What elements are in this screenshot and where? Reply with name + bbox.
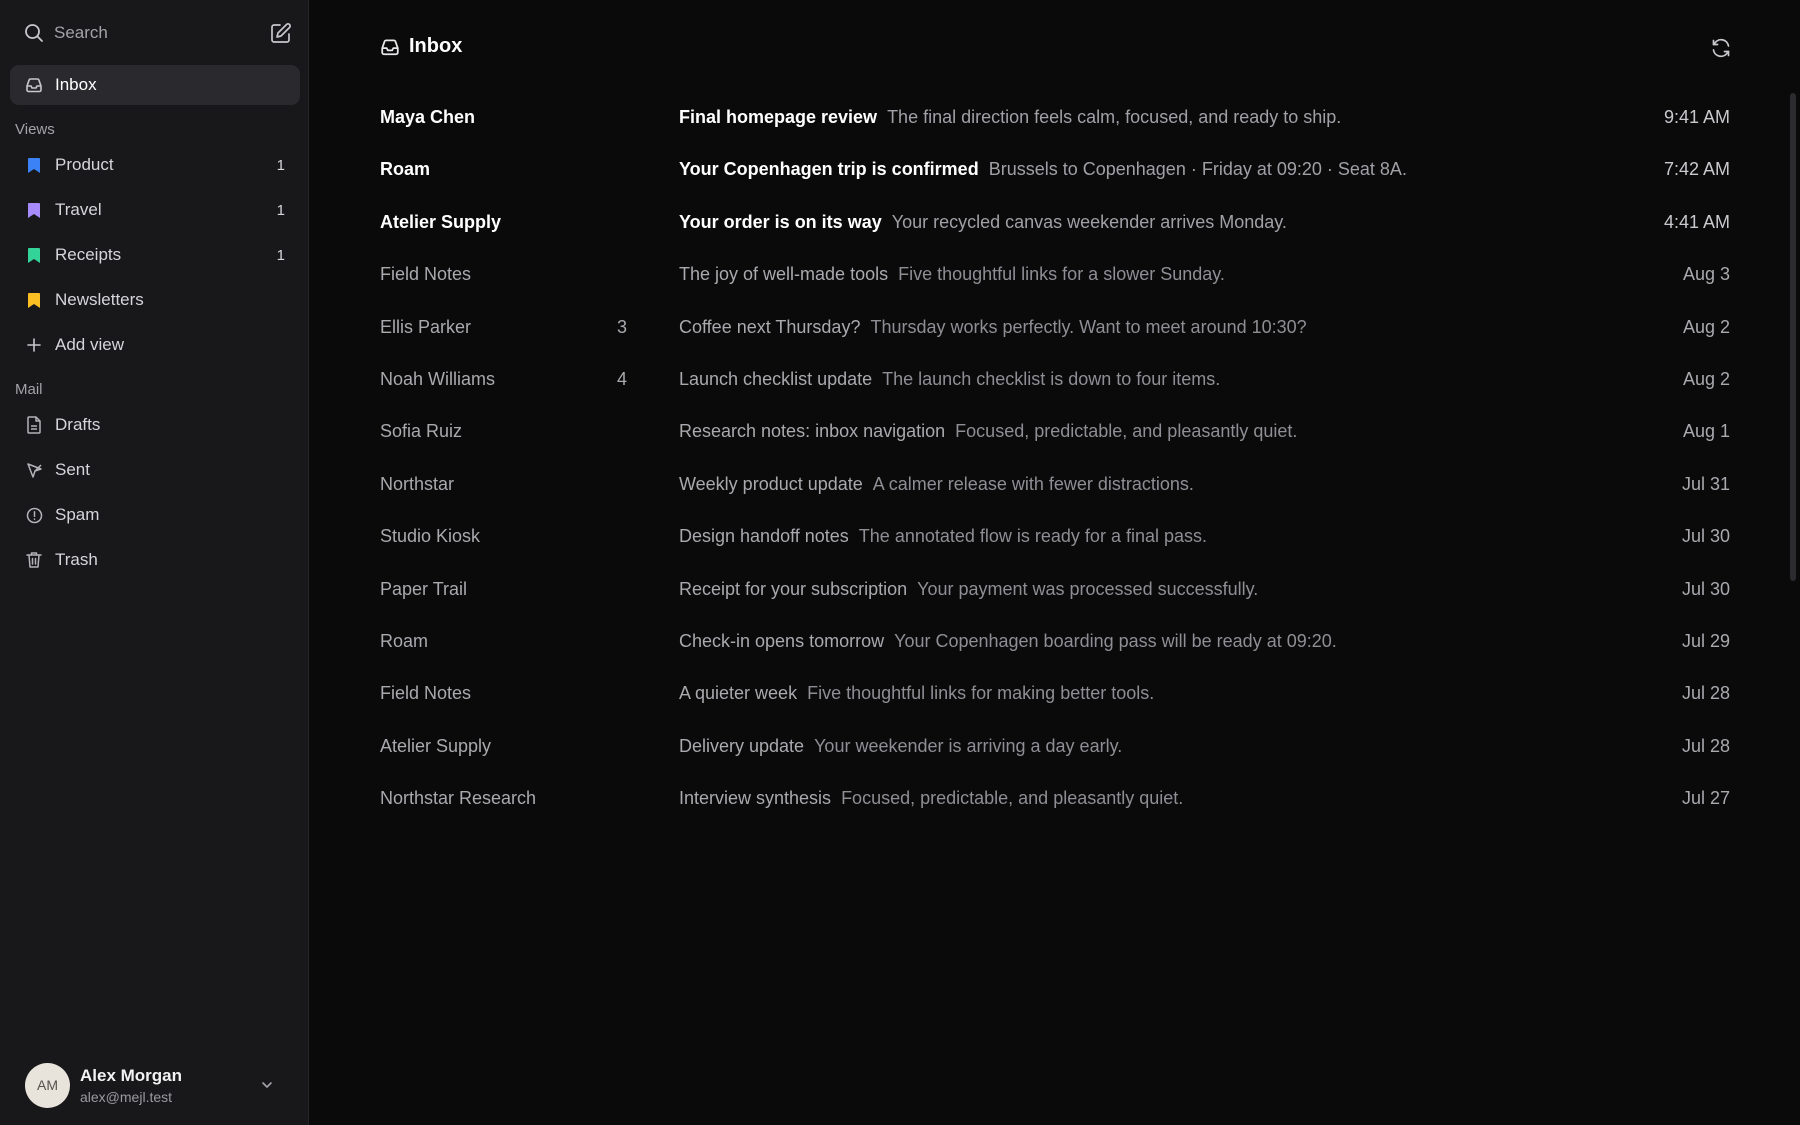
email-sender: Paper Trail [380,578,468,599]
email-date: Jul 27 [1681,788,1730,809]
thread-count: 3 [616,316,627,337]
email-sender: Field Notes [380,264,472,285]
email-subject: A quieter week [679,683,798,704]
email-subject: Final homepage review [679,107,878,127]
email-sender: Noah Williams [380,369,496,389]
email-subject: Your order is on its way [679,211,882,232]
sidebar-item-spam[interactable] [10,495,300,535]
inbox-icon [25,76,43,94]
email-date: Jul 31 [1681,473,1730,494]
bookmark-icon [25,291,43,309]
email-date: 9:41 AM [1663,107,1730,127]
email-subject: Design handoff notes [679,526,849,547]
email-row[interactable] [309,197,1800,249]
email-preview: Your recycled canvas weekender arrives Monday. [891,211,1287,232]
email-date: Jul 28 [1681,683,1730,704]
email-sender: Roam [380,159,431,180]
sidebar [0,0,309,1125]
page-header [380,35,462,58]
email-row[interactable] [309,144,1800,196]
email-sender: Ellis Parker [380,316,472,337]
email-row[interactable] [309,668,1800,720]
email-subject: Delivery update [679,735,805,756]
sidebar-item-travel[interactable] [10,190,300,230]
email-preview: Brussels to Copenhagen · Friday at 09:20 · Seat 8A. [988,159,1407,180]
sidebar-item-label: Product [55,155,114,174]
email-subject: Check-in opens tomorrow [679,631,885,651]
email-sender: Maya Chen [380,107,476,127]
page-title: Inbox [409,35,463,57]
email-row[interactable] [309,564,1800,616]
email-subject: Receipt for your subscription [679,578,908,599]
email-date: Aug 3 [1682,264,1730,285]
sidebar-item-label: Drafts [55,415,101,434]
email-row[interactable] [309,721,1800,773]
email-subject: Launch checklist update [679,369,873,389]
sidebar-item-product[interactable] [10,145,300,185]
add-view-button[interactable] [10,325,300,365]
email-preview: Five thoughtful links for a slower Sunday. [898,264,1225,285]
email-date: Jul 30 [1681,526,1730,547]
sidebar-item-label: Travel [55,200,102,219]
sidebar-item-receipts[interactable] [10,235,300,275]
email-row[interactable] [309,354,1800,406]
user-email: alex@mejl.test [80,1088,173,1105]
email-sender: Atelier Supply [380,735,492,756]
email-subject: Research notes: inbox navigation [679,421,946,442]
email-row[interactable] [309,92,1800,144]
account-switcher[interactable] [25,1062,290,1108]
unread-count: 1 [276,201,285,219]
inbox-icon [380,37,400,57]
sidebar-item-label: Trash [55,550,98,569]
sidebar-item-label: Receipts [55,245,122,264]
compose-button[interactable] [270,22,292,44]
bookmark-icon [25,156,43,174]
email-preview: A calmer release with fewer distractions. [872,473,1194,494]
refresh-icon [1710,37,1732,59]
plus-icon [25,336,43,354]
email-date: Aug 2 [1682,316,1730,337]
mail-heading: Mail [15,381,43,398]
email-sender: Studio Kiosk [380,526,481,547]
email-preview: Focused, predictable, and pleasantly quiet. [841,788,1184,809]
email-sender: Field Notes [380,683,472,704]
email-date: Jul 28 [1681,735,1730,756]
email-date: Aug 2 [1682,369,1730,389]
inbox-panel [309,0,1800,1125]
email-row[interactable] [309,406,1800,458]
email-row[interactable] [309,773,1800,825]
email-preview: The final direction feels calm, focused, and ready to ship. [887,107,1342,127]
send-icon [25,461,43,479]
email-date: 7:42 AM [1663,159,1730,180]
search-button[interactable] [24,22,294,44]
email-preview: Focused, predictable, and pleasantly quiet. [955,421,1298,442]
email-preview: The launch checklist is down to four items. [882,369,1221,389]
chevron-down-icon [258,1076,276,1094]
email-date: Aug 1 [1682,421,1730,442]
search-label: Search [54,23,108,42]
scrollbar[interactable] [1790,93,1796,581]
email-subject: Weekly product update [679,473,863,494]
email-preview: Your weekender is arriving a day early. [814,735,1123,756]
sidebar-item-label: Add view [55,335,124,354]
email-row[interactable] [309,616,1800,668]
thread-count: 4 [616,369,627,389]
email-row[interactable] [309,302,1800,354]
email-sender: Atelier Supply [380,211,502,232]
email-date: Jul 30 [1681,578,1730,599]
email-subject: Your Copenhagen trip is confirmed [679,159,979,180]
sidebar-item-trash[interactable] [10,540,300,580]
email-preview: Five thoughtful links for making better tools. [807,683,1155,704]
email-sender: Northstar [380,473,455,494]
compose-icon [270,22,292,44]
email-preview: The annotated flow is ready for a final pass. [858,526,1207,547]
sidebar-item-newsletters[interactable] [10,280,300,320]
search-icon [24,23,44,43]
bookmark-icon [25,246,43,264]
refresh-button[interactable] [1710,37,1732,59]
views-heading: Views [15,121,55,138]
unread-count: 1 [276,246,285,264]
sidebar-item-inbox[interactable] [10,65,300,105]
email-subject: The joy of well-made tools [679,264,889,285]
sidebar-item-label: Sent [55,460,90,479]
email-subject: Coffee next Thursday? [679,316,861,337]
email-sender: Sofia Ruiz [380,421,463,442]
bookmark-icon [25,201,43,219]
avatar: AM [25,1063,70,1108]
sidebar-item-sent[interactable] [10,450,300,490]
sidebar-item-label: Inbox [55,75,97,94]
email-preview: Your payment was processed successfully. [917,578,1259,599]
email-row[interactable] [309,459,1800,511]
email-preview: Thursday works perfectly. Want to meet around 10:30? [870,316,1307,337]
email-date: 4:41 AM [1663,211,1730,232]
trash-icon [25,551,43,569]
email-date: Jul 29 [1681,631,1730,651]
email-sender: Northstar Research [380,788,537,809]
unread-count: 1 [276,156,285,174]
user-name: Alex Morgan [80,1065,183,1085]
email-subject: Interview synthesis [679,788,832,809]
email-preview: Your Copenhagen boarding pass will be ready at 09:20. [894,631,1337,651]
sidebar-item-drafts[interactable] [10,405,300,445]
file-icon [25,416,43,434]
sidebar-item-label: Spam [55,505,100,524]
email-sender: Roam [380,631,429,651]
email-row[interactable] [309,249,1800,301]
sidebar-item-label: Newsletters [55,290,144,309]
alert-circle-icon [25,506,43,524]
email-row[interactable] [309,511,1800,563]
